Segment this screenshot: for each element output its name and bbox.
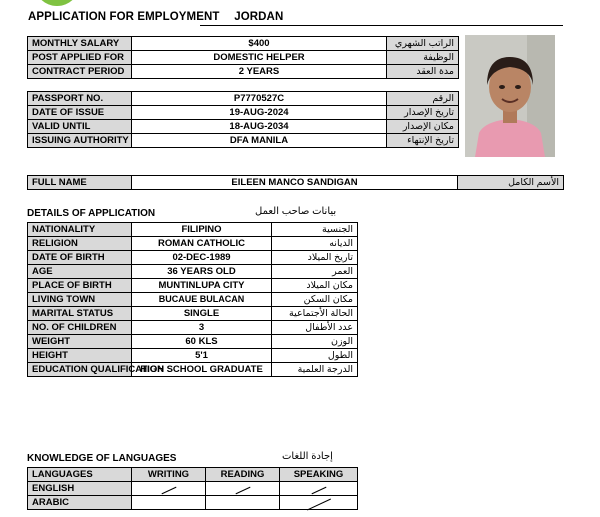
table-row [28, 134, 459, 148]
details-table [27, 222, 358, 377]
table-row [28, 279, 358, 293]
marital-status-value: SINGLE [132, 307, 272, 321]
languages-header: LANGUAGES [28, 468, 132, 482]
weight-label-ar: الوزن [272, 335, 358, 349]
height-label-ar: الطول [272, 349, 358, 363]
arabic-label: ARABIC [28, 496, 132, 510]
religion-label-ar: الديانه [272, 237, 358, 251]
table-row [28, 468, 358, 482]
page-title [28, 11, 289, 23]
age-label: AGE [28, 265, 132, 279]
details-title: DETAILS OF APPLICATION [27, 208, 156, 219]
table-row [28, 106, 459, 120]
table-row [28, 92, 459, 106]
english-label: ENGLISH [28, 482, 132, 496]
table-row [28, 363, 358, 377]
contract-label-ar: مدة العقد [387, 65, 459, 79]
check-mark-icon [161, 487, 176, 495]
issue-date-label-ar: تاريخ الإصدار [387, 106, 459, 120]
languages-title: KNOWLEDGE OF LANGUAGES [27, 453, 177, 464]
details-title-ar: بيانات صاحب العمل [255, 206, 337, 217]
table-row [28, 223, 358, 237]
contract-label: CONTRACT PERIOD [28, 65, 132, 79]
height-label: HEIGHT [28, 349, 132, 363]
issuing-authority-value: DFA MANILA [132, 134, 387, 148]
living-town-label-ar: مكان السكن [272, 293, 358, 307]
children-value: 3 [132, 321, 272, 335]
table-row [28, 265, 358, 279]
speaking-header: SPEAKING [280, 468, 358, 482]
page-title-text: APPLICATION FOR EMPLOYMENT [28, 11, 220, 23]
dob-label-ar: تاريخ الميلاد [272, 251, 358, 265]
check-mark-icon [235, 487, 250, 495]
salary-label: MONTHLY SALARY [28, 37, 132, 51]
check-mark-icon [307, 499, 331, 511]
passport-no-label: PASSPORT NO. [28, 92, 132, 106]
job-table [27, 36, 459, 79]
check-mark-icon [311, 487, 326, 495]
table-row [28, 496, 358, 510]
table-row [28, 251, 358, 265]
table-row [28, 120, 459, 134]
contract-value: 2 YEARS [132, 65, 387, 79]
writing-header: WRITING [132, 468, 206, 482]
fullname-value: EILEEN MANCO SANDIGAN [132, 176, 458, 190]
age-value: 36 YEARS OLD [132, 265, 272, 279]
issuing-authority-label: ISSUING AUTHORITY [28, 134, 132, 148]
issue-date-value: 19-AUG-2024 [132, 106, 387, 120]
nationality-value: FILIPINO [132, 223, 272, 237]
children-label-ar: عدد الأطفال [272, 321, 358, 335]
arabic-reading-cell [206, 496, 280, 510]
education-label-ar: الدرجة العلمية [272, 363, 358, 377]
dob-value: 02-DEC-1989 [132, 251, 272, 265]
table-row [28, 349, 358, 363]
arabic-writing-cell [132, 496, 206, 510]
education-label: EDUCATION QUALIFICATION [28, 363, 132, 377]
languages-table [27, 467, 358, 510]
table-row [28, 482, 358, 496]
post-value: DOMESTIC HELPER [132, 51, 387, 65]
passport-no-value: P7770527C [132, 92, 387, 106]
height-value: 5'1 [132, 349, 272, 363]
reading-header: READING [206, 468, 280, 482]
table-row [28, 237, 358, 251]
passport-no-label-ar: الرقم [387, 92, 459, 106]
valid-until-value: 18-AUG-2034 [132, 120, 387, 134]
marital-status-label: MARITAL STATUS [28, 307, 132, 321]
birthplace-value: MUNTINLUPA CITY [132, 279, 272, 293]
table-row [28, 37, 459, 51]
children-label: NO. OF CHILDREN [28, 321, 132, 335]
living-town-value: BUCAUE BULACAN [132, 293, 272, 307]
post-label-ar: الوظيفة [387, 51, 459, 65]
table-row [28, 335, 358, 349]
table-row [28, 51, 459, 65]
birthplace-label-ar: مكان الميلاد [272, 279, 358, 293]
living-town-label: LIVING TOWN [28, 293, 132, 307]
table-row [28, 307, 358, 321]
issuing-authority-label-ar: تاريخ الإنتهاء [387, 134, 459, 148]
table-row [28, 293, 358, 307]
passport-table [27, 91, 459, 148]
english-reading-cell [206, 482, 280, 496]
marital-status-label-ar: الحالة الأجتماعية [272, 307, 358, 321]
english-writing-cell [132, 482, 206, 496]
fullname-table [27, 175, 564, 190]
title-underline [200, 25, 563, 26]
dob-label: DATE OF BIRTH [28, 251, 132, 265]
english-speaking-cell [280, 482, 358, 496]
birthplace-label: PLACE OF BIRTH [28, 279, 132, 293]
valid-until-label-ar: مكان الإصدار [387, 120, 459, 134]
post-label: POST APPLIED FOR [28, 51, 132, 65]
arabic-speaking-cell [280, 496, 358, 510]
languages-title-ar: إجادة اللغات [282, 451, 333, 462]
table-row [28, 321, 358, 335]
religion-label: RELIGION [28, 237, 132, 251]
age-label-ar: العمر [272, 265, 358, 279]
weight-value: 60 KLS [132, 335, 272, 349]
country-value: JORDAN [234, 11, 284, 23]
nationality-label-ar: الجنسية [272, 223, 358, 237]
table-row [28, 176, 564, 190]
salary-value: $400 [132, 37, 387, 51]
issue-date-label: DATE OF ISSUE [28, 106, 132, 120]
logo-arc [34, 0, 80, 6]
nationality-label: NATIONALITY [28, 223, 132, 237]
valid-until-label: VALID UNTIL [28, 120, 132, 134]
table-row [28, 65, 459, 79]
fullname-label: FULL NAME [28, 176, 132, 190]
education-value: HIGH SCHOOL GRADUATE [132, 363, 272, 377]
applicant-photo [465, 35, 555, 157]
fullname-label-ar: الأسم الكامل [458, 176, 564, 190]
weight-label: WEIGHT [28, 335, 132, 349]
salary-label-ar: الراتب الشهري [387, 37, 459, 51]
religion-value: ROMAN CATHOLIC [132, 237, 272, 251]
